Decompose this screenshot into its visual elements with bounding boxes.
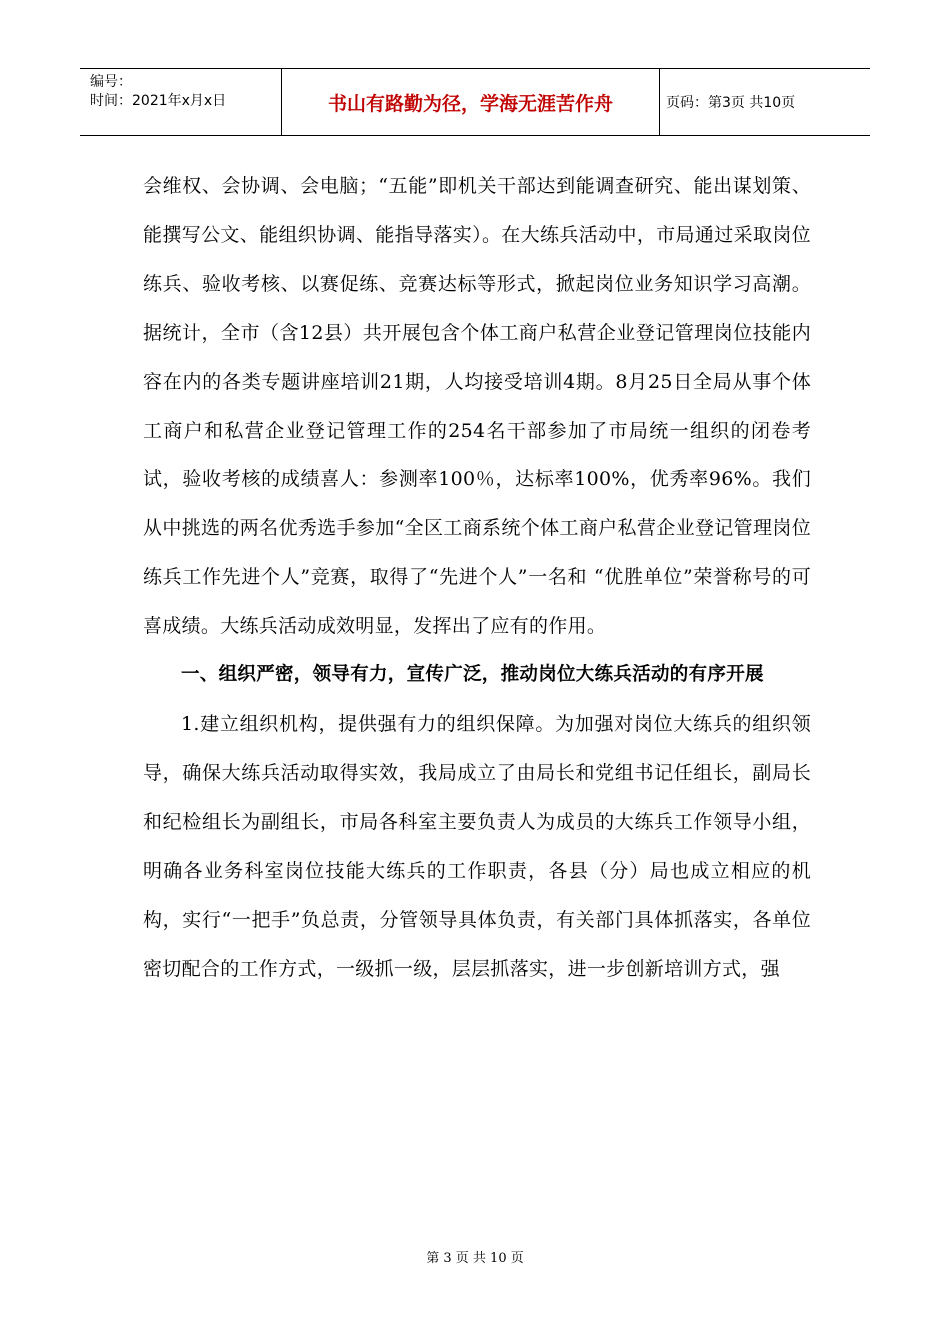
header-page-info: 页码：第3页 共10页 [666,95,796,111]
page-footer [0,1247,950,1266]
header-motto-cell [282,69,660,135]
page-header [80,68,870,136]
body-paragraph-continued: 会维权、会协调、会电脑；“五能”即机关干部达到能调查研究、能出谋划策、能撰写公文、能组织协调、能指导落实）。在大练兵活动中，市局通过采取岗位练兵、验收考核、以赛促练、竞赛达标等形式，掀起岗位业务知识学习高潮。据统计，全市（含12县）共开展包含个体工商户私营企业登记管理岗位技能内容在内的各类专题讲座培训21期，人均接受培训4期。8月25日全局从事个体工商户和私营企业登记管理工作的254名干部参加了市局统一组织的闭卷考试，验收考核的成绩喜人：参测率100％，达标率100%，优秀率96%。我们从中挑选的两名优秀选手参加“全区工商系统个体工商户私营企业登记管理岗位练兵工作先进个人”竞赛，取得了“先进个人”一名和 “优胜单位”荣誉称号的可喜成绩。大练兵活动成效明显，发挥出了应有的作用。 [143,175,811,638]
header-meta-cell [80,69,282,135]
document-number-label: 编号： [90,74,132,90]
document-body [143,162,811,993]
header-motto: 书山有路勤为径，学海无涯苦作舟 [327,92,613,115]
footer-page-number: 第 3 页 共 10 页 [426,1251,524,1266]
body-paragraph: 1.建立组织机构，提供强有力的组织保障。为加强对岗位大练兵的组织领导，确保大练兵活动取得实效，我局成立了由局长和党组书记任组长，副局长和纪检组长为副组长，市局各科室主要负责人为成员的大练兵工作领导小组，明确各业务科室岗位技能大练兵的工作职责，各县（分）局也成立相应的机构，实行“一把手”负总责，分管领导具体负责，有关部门具体抓落实，各单位密切配合的工作方式，一级抓一级，层层抓落实，进一步创新培训方式，强 [143,712,811,980]
section-heading: 一、组织严密，领导有力，宣传广泛，推动岗位大练兵活动的有序开展 [181,664,764,686]
document-date-label: 时间：2021年x月x日 [90,93,227,109]
header-page-cell [660,69,870,135]
